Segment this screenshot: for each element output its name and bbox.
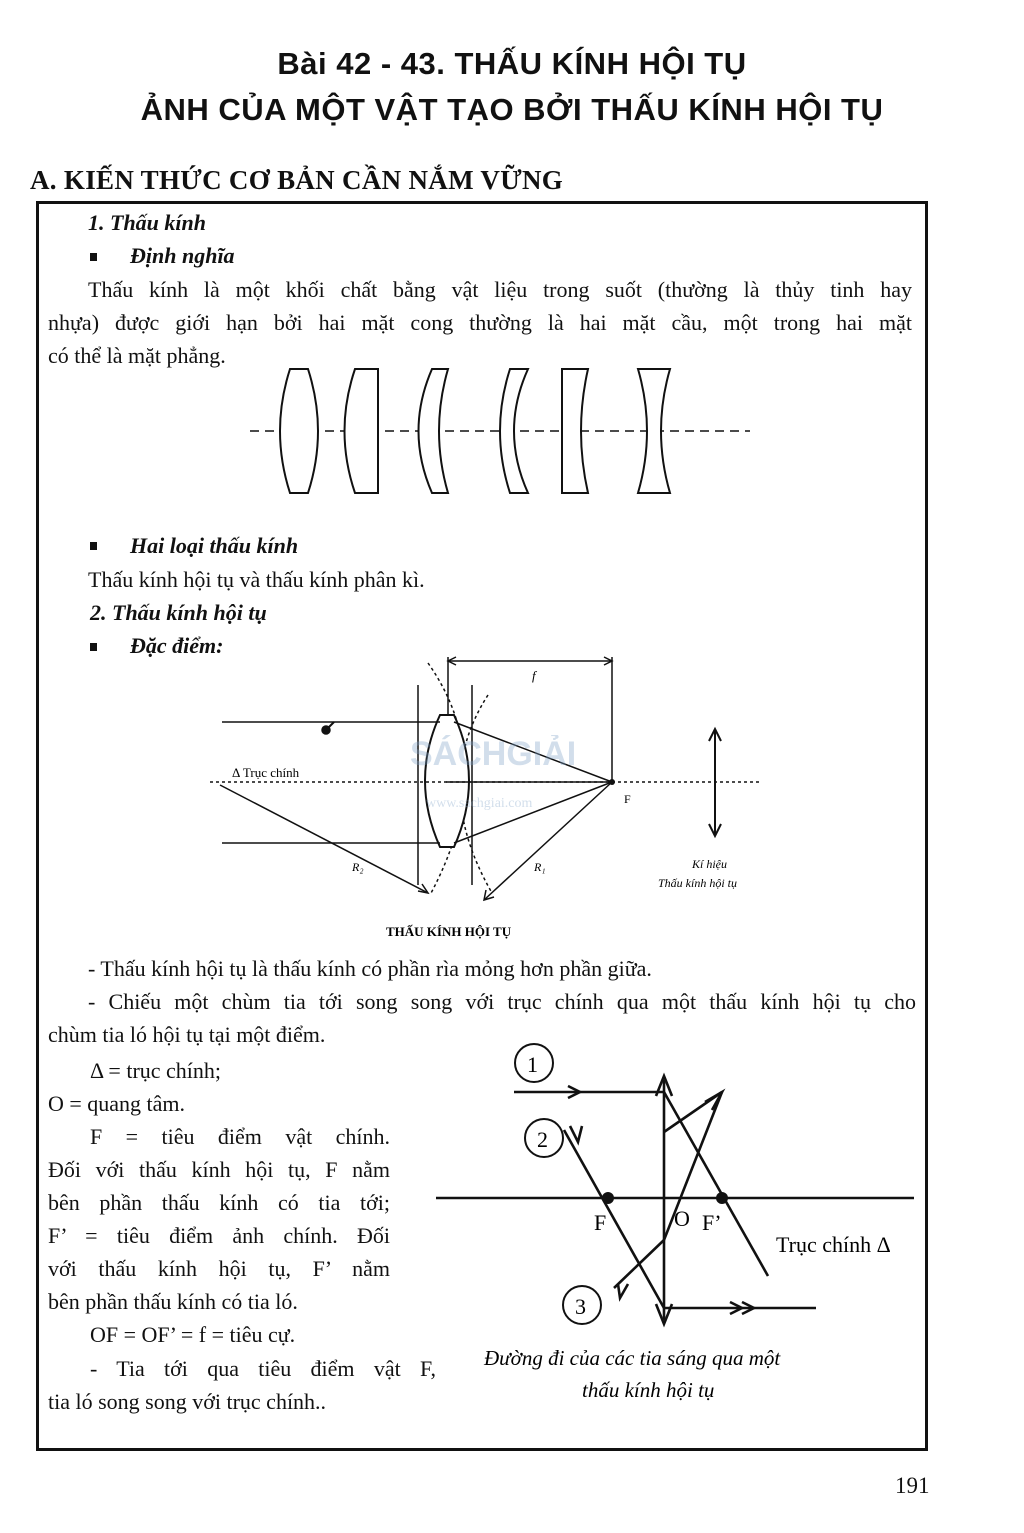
bullet-definition: Định nghĩa [130, 243, 235, 268]
bullet-types: Hai loại thấu kính [130, 533, 299, 558]
left-line-8: bên phần thấu kính có tia ló. [48, 1289, 298, 1314]
diagram-caption: THẤU KÍNH HỘI TỤ [386, 924, 512, 939]
label-F: F [624, 792, 631, 806]
watermark-brand: SÁCHGIẢI [410, 735, 577, 773]
label-f: f [532, 668, 536, 683]
feature-line-1: - Thấu kính hội tụ là thấu kính có phần rìa mỏng hơn phần giữa. [88, 956, 652, 981]
definition-line-2: nhựa) được giới hạn bởi hai mặt cong thường là hai mặt cầu, một trong hai mặt [48, 310, 912, 335]
page-title-line-1: Bài 42 - 43. THẤU KÍNH HỘI TỤ [277, 46, 747, 81]
heading-converging-lens: 2. Thấu kính hội tụ [90, 600, 267, 625]
left-line-7: với thấu kính hội tụ, F’ nằm [48, 1256, 390, 1281]
page-title-line-2: ẢNH CỦA MỘT VẬT TẠO BỞI THẤU KÍNH HỘI TỤ [140, 92, 884, 127]
left-line-5: bên phần thấu kính có tia tới; [48, 1190, 390, 1215]
label-axis: Trục chính Δ [776, 1232, 891, 1257]
caption-line-2: thấu kính hội tụ [582, 1378, 715, 1402]
definition-line-3: có thể là mặt phẳng. [48, 343, 226, 368]
ray-paths-diagram [430, 1040, 920, 1410]
symbol-caption-1: Kí hiệu [692, 857, 727, 871]
definition-line-1: Thấu kính là một khối chất bằng vật liệu trong suốt (thường là thủy tinh hay [88, 277, 912, 302]
section-heading-a: A. KIẾN THỨC CƠ BẢN CẦN NẮM VỮNG [30, 165, 564, 195]
label-R1: R₁ [534, 860, 546, 874]
label-axis: Δ Trục chính [232, 765, 300, 780]
watermark-url: www.sachgiai.com [426, 796, 533, 811]
bullet-icon [90, 542, 97, 550]
label-Fprime: F’ [702, 1210, 722, 1235]
left-line-3: F = tiêu điểm vật chính. [90, 1124, 390, 1149]
page-number: 191 [895, 1473, 930, 1498]
converging-lens-diagram [200, 655, 800, 945]
label-R2: R₂ [352, 860, 364, 874]
left-line-11: tia ló song song với trục chính.. [48, 1389, 327, 1414]
left-line-1: Δ = trục chính; [90, 1058, 222, 1083]
label-F: F [594, 1210, 607, 1235]
left-line-10: - Tia tới qua tiêu điểm vật F, [90, 1356, 436, 1381]
left-line-9: OF = OF’ = f = tiêu cự. [90, 1322, 296, 1347]
caption-line-1: Đường đi của các tia sáng qua một [484, 1346, 781, 1370]
types-text: Thấu kính hội tụ và thấu kính phân kì. [88, 567, 425, 592]
bullet-icon [90, 253, 97, 261]
left-line-4: Đối với thấu kính hội tụ, F nằm [48, 1157, 390, 1182]
ray-3-label: 3 [575, 1294, 586, 1319]
feature-line-2a: - Chiếu một chùm tia tới song song với trục chính qua một thấu kính hội tụ cho [88, 989, 916, 1014]
left-line-2: O = quang tâm. [48, 1091, 186, 1116]
symbol-caption-2: Thấu kính hội tụ [658, 876, 738, 890]
lens-shapes-figure [250, 365, 750, 500]
heading-lens: 1. Thấu kính [88, 210, 206, 235]
bullet-icon [90, 643, 97, 651]
ray-1-label: 1 [527, 1052, 538, 1077]
left-line-6: F’ = tiêu điểm ảnh chính. Đối [48, 1223, 390, 1248]
feature-line-2b: chùm tia ló hội tụ tại một điểm. [48, 1022, 326, 1047]
bullet-features: Đặc điểm: [130, 633, 224, 658]
ray-2-label: 2 [537, 1127, 548, 1152]
label-O: O [674, 1206, 690, 1231]
